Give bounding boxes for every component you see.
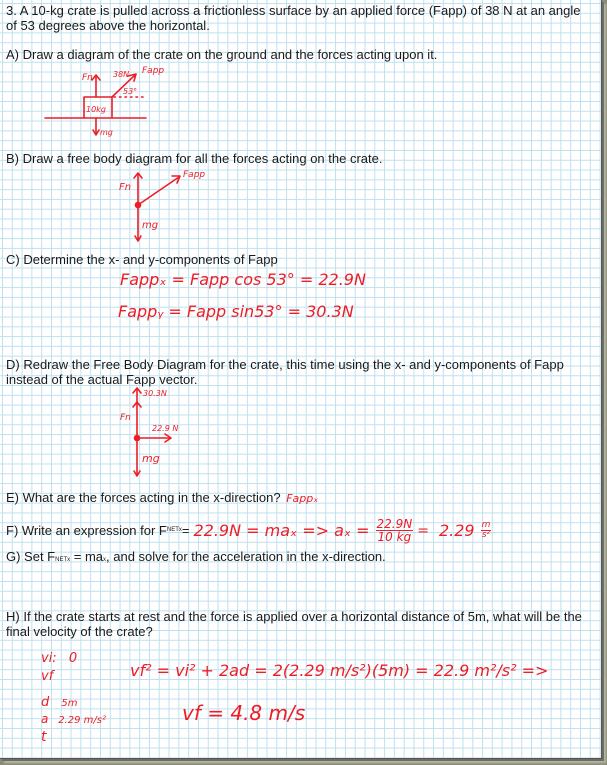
known-symbol: a (41, 712, 49, 726)
angle-label: 53° (123, 87, 138, 96)
known-d (41, 696, 78, 709)
known-symbol: vf (41, 669, 54, 684)
part-f-equals-sign: = (417, 522, 429, 539)
part-g-prompt-rest: and solve for the acceleration in the x-direction. (109, 549, 386, 564)
y-component-label: 30.3N (143, 389, 167, 398)
part-f-subscript: NETx (166, 527, 182, 533)
known-value: 5m (61, 698, 78, 709)
weight-label: mg (142, 452, 160, 465)
part-d-prompt-line2: instead of the actual Fapp vector. (6, 372, 198, 387)
known-value: 2.29 m/s² (58, 715, 106, 726)
part-g-prompt (6, 549, 386, 568)
known-symbol: d (41, 695, 50, 710)
part-g-prompt-mid: = ma (70, 549, 103, 564)
fraction-numerator: 22.9N (376, 517, 413, 531)
fbd-normal-label: Fn (119, 182, 132, 193)
applied-force-label: Fapp (142, 66, 165, 76)
part-d-prompt-line1: D) Redraw the Free Body Diagram for the crate, this time using the x- and y-components of Fapp (6, 357, 564, 372)
known-t (41, 730, 47, 744)
part-f-prompt: F) Write an expression for F (6, 523, 167, 538)
part-g-subscript: NETx (55, 557, 71, 563)
part-e-prompt-text: E) What are the forces acting in the x-direction? (6, 490, 281, 505)
part-c-prompt: C) Determine the x- and y-components of Fapp (6, 252, 278, 267)
applied-magnitude-label: 38N (113, 70, 130, 79)
known-symbol: vi: (41, 651, 57, 666)
fbd-applied-label: Fapp (183, 170, 206, 180)
known-a (41, 713, 106, 726)
known-value: 0 (68, 651, 78, 666)
part-f-fraction (376, 518, 414, 543)
known-vf (41, 670, 53, 683)
part-c-y-component-answer: Fappᵧ = Fapp sin53° = 30.3N (118, 302, 354, 321)
part-h-final-velocity-answer: vf = 4.8 m/s (182, 701, 306, 725)
part-e-answer: Fappₓ (286, 492, 319, 505)
part-f-equals: = (181, 523, 190, 538)
part-e-prompt (6, 490, 319, 505)
fraction-denominator: 10 kg (377, 530, 412, 544)
part-g-subscript2: x (103, 557, 106, 563)
part-h-kinematics-equation: vf² = vi² + 2ad = 2(2.29 m/s²)(5m) = 22.9 m²/s² => (130, 661, 549, 680)
known-symbol: t (41, 729, 47, 745)
part-c-x-component-answer: Fappₓ = Fapp cos 53° = 22.9N (120, 270, 366, 289)
part-g-prompt-prefix: G) Set F (6, 549, 56, 564)
part-b-prompt: B) Draw a free body diagram for all the forces acting on the crate. (6, 151, 383, 166)
part-h-prompt-line1: H) If the crate starts at rest and the force is applied over a horizontal distance of 5m, what will be the (6, 609, 582, 624)
fbd-weight-label: mg (142, 220, 159, 231)
part-f-unit (481, 521, 492, 540)
mass-label: 10kg (86, 105, 106, 114)
problem-statement-line1: 3. A 10-kg crate is pulled across a frictionless surface by an applied force (Fapp) of 38 N at an angle (6, 3, 581, 18)
weight-label: mg (100, 128, 113, 137)
normal-label: Fn (120, 413, 131, 423)
part-g-comma: , (106, 549, 110, 564)
known-vi (41, 652, 77, 665)
part-a-prompt: A) Draw a diagram of the crate on the ground and the forces acting upon it. (6, 47, 438, 62)
x-component-label: 22.9 N (152, 424, 179, 433)
part-f-answer-expression: 22.9N = maₓ => aₓ = (193, 520, 370, 540)
part-h-prompt-line2: final velocity of the crate? (6, 624, 153, 639)
unit-denominator: s² (481, 530, 491, 540)
part-f-row (6, 518, 491, 543)
normal-force-label: Fn (82, 73, 93, 83)
problem-statement-line2: of 53 degrees above the horizontal. (6, 18, 210, 33)
unit-numerator: m (481, 520, 491, 530)
part-f-acceleration-value: 2.29 (438, 520, 475, 540)
